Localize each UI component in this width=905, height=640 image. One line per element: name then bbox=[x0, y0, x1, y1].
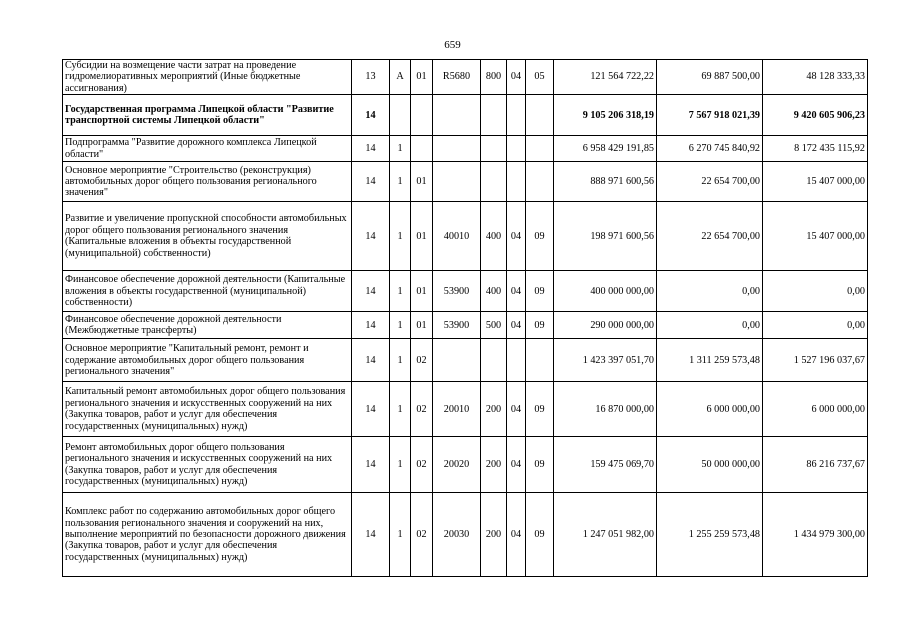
expense-type-code: 200 bbox=[481, 382, 507, 437]
amount-year-2: 0,00 bbox=[657, 271, 763, 312]
budget-table bbox=[62, 59, 868, 577]
main-activity-code: 01 bbox=[411, 162, 433, 202]
expense-type-code bbox=[481, 339, 507, 382]
table-row bbox=[63, 162, 868, 202]
main-activity-code: 02 bbox=[411, 493, 433, 577]
row-name: Субсидии на возмещение части затрат на проведение гидромелиоративных мероприятий (Иные бюджетные ассигнования) bbox=[63, 60, 352, 95]
direction-code: 53900 bbox=[433, 271, 481, 312]
direction-code: 20010 bbox=[433, 382, 481, 437]
amount-year-2: 69 887 500,00 bbox=[657, 60, 763, 95]
table-row bbox=[63, 382, 868, 437]
amount-year-2: 6 000 000,00 bbox=[657, 382, 763, 437]
direction-code bbox=[433, 95, 481, 136]
row-name: Подпрограмма "Развитие дорожного комплекса Липецкой области" bbox=[63, 136, 352, 162]
table-row bbox=[63, 312, 868, 339]
target-article-code: 14 bbox=[352, 382, 390, 437]
page-number: 659 bbox=[444, 39, 461, 51]
table-row bbox=[63, 95, 868, 136]
amount-year-1: 121 564 722,22 bbox=[554, 60, 657, 95]
amount-year-3: 1 527 196 037,67 bbox=[763, 339, 868, 382]
section-code: 04 bbox=[507, 437, 526, 493]
subprogram-code: 1 bbox=[390, 202, 411, 271]
amount-year-1: 9 105 206 318,19 bbox=[554, 95, 657, 136]
amount-year-1: 198 971 600,56 bbox=[554, 202, 657, 271]
amount-year-2: 50 000 000,00 bbox=[657, 437, 763, 493]
direction-code bbox=[433, 339, 481, 382]
main-activity-code bbox=[411, 95, 433, 136]
main-activity-code: 01 bbox=[411, 271, 433, 312]
expense-type-code bbox=[481, 162, 507, 202]
amount-year-3: 86 216 737,67 bbox=[763, 437, 868, 493]
table-body bbox=[63, 60, 868, 577]
amount-year-3: 0,00 bbox=[763, 271, 868, 312]
subprogram-code: А bbox=[390, 60, 411, 95]
expense-type-code: 500 bbox=[481, 312, 507, 339]
table-row bbox=[63, 60, 868, 95]
row-name: Ремонт автомобильных дорог общего пользования регионального значения и искусственных сооружений на них (Закупка товаров, работ и услуг для обеспечения государственных (муниципальных) нужд) bbox=[63, 437, 352, 493]
main-activity-code: 02 bbox=[411, 339, 433, 382]
main-activity-code: 01 bbox=[411, 60, 433, 95]
direction-code: R5680 bbox=[433, 60, 481, 95]
amount-year-3: 48 128 333,33 bbox=[763, 60, 868, 95]
subprogram-code: 1 bbox=[390, 271, 411, 312]
section-code bbox=[507, 339, 526, 382]
section-code bbox=[507, 162, 526, 202]
expense-type-code: 200 bbox=[481, 493, 507, 577]
amount-year-3: 9 420 605 906,23 bbox=[763, 95, 868, 136]
subsection-code: 05 bbox=[526, 60, 554, 95]
table-row bbox=[63, 136, 868, 162]
amount-year-1: 888 971 600,56 bbox=[554, 162, 657, 202]
table-row bbox=[63, 437, 868, 493]
amount-year-1: 400 000 000,00 bbox=[554, 271, 657, 312]
table-row bbox=[63, 493, 868, 577]
subsection-code: 09 bbox=[526, 202, 554, 271]
row-name: Финансовое обеспечение дорожной деятельности (Межбюджетные трансферты) bbox=[63, 312, 352, 339]
table-row bbox=[63, 271, 868, 312]
amount-year-1: 159 475 069,70 bbox=[554, 437, 657, 493]
direction-code: 20020 bbox=[433, 437, 481, 493]
main-activity-code: 02 bbox=[411, 437, 433, 493]
subsection-code bbox=[526, 136, 554, 162]
table-row bbox=[63, 339, 868, 382]
amount-year-2: 1 255 259 573,48 bbox=[657, 493, 763, 577]
table-row bbox=[63, 202, 868, 271]
main-activity-code: 01 bbox=[411, 312, 433, 339]
main-activity-code: 02 bbox=[411, 382, 433, 437]
subsection-code: 09 bbox=[526, 382, 554, 437]
main-activity-code bbox=[411, 136, 433, 162]
amount-year-1: 1 247 051 982,00 bbox=[554, 493, 657, 577]
amount-year-1: 290 000 000,00 bbox=[554, 312, 657, 339]
subsection-code: 09 bbox=[526, 437, 554, 493]
expense-type-code: 400 bbox=[481, 271, 507, 312]
direction-code bbox=[433, 136, 481, 162]
amount-year-2: 6 270 745 840,92 bbox=[657, 136, 763, 162]
target-article-code: 14 bbox=[352, 162, 390, 202]
subsection-code: 09 bbox=[526, 312, 554, 339]
direction-code: 20030 bbox=[433, 493, 481, 577]
target-article-code: 14 bbox=[352, 339, 390, 382]
expense-type-code: 200 bbox=[481, 437, 507, 493]
target-article-code: 14 bbox=[352, 312, 390, 339]
row-name: Финансовое обеспечение дорожной деятельности (Капитальные вложения в объекты государственной (муниципальной) собственности) bbox=[63, 271, 352, 312]
subsection-code bbox=[526, 339, 554, 382]
target-article-code: 14 bbox=[352, 493, 390, 577]
amount-year-3: 6 000 000,00 bbox=[763, 382, 868, 437]
row-name: Основное мероприятие "Строительство (реконструкция) автомобильных дорог общего пользования регионального значения" bbox=[63, 162, 352, 202]
section-code: 04 bbox=[507, 60, 526, 95]
section-code: 04 bbox=[507, 202, 526, 271]
amount-year-3: 15 407 000,00 bbox=[763, 202, 868, 271]
subprogram-code: 1 bbox=[390, 339, 411, 382]
direction-code: 40010 bbox=[433, 202, 481, 271]
direction-code bbox=[433, 162, 481, 202]
direction-code: 53900 bbox=[433, 312, 481, 339]
expense-type-code: 800 bbox=[481, 60, 507, 95]
amount-year-2: 1 311 259 573,48 bbox=[657, 339, 763, 382]
expense-type-code: 400 bbox=[481, 202, 507, 271]
subprogram-code: 1 bbox=[390, 382, 411, 437]
subprogram-code: 1 bbox=[390, 136, 411, 162]
subprogram-code: 1 bbox=[390, 162, 411, 202]
amount-year-2: 22 654 700,00 bbox=[657, 202, 763, 271]
subprogram-code: 1 bbox=[390, 493, 411, 577]
amount-year-2: 22 654 700,00 bbox=[657, 162, 763, 202]
target-article-code: 14 bbox=[352, 437, 390, 493]
main-activity-code: 01 bbox=[411, 202, 433, 271]
subsection-code bbox=[526, 95, 554, 136]
row-name: Государственная программа Липецкой области "Развитие транспортной системы Липецкой области" bbox=[63, 95, 352, 136]
target-article-code: 14 bbox=[352, 95, 390, 136]
amount-year-3: 1 434 979 300,00 bbox=[763, 493, 868, 577]
subsection-code bbox=[526, 162, 554, 202]
row-name: Капитальный ремонт автомобильных дорог общего пользования регионального значения и искусственных сооружений на них (Закупка товаров, работ и услуг для обеспечения государственных (муниципальных) нужд) bbox=[63, 382, 352, 437]
subsection-code: 09 bbox=[526, 271, 554, 312]
amount-year-2: 0,00 bbox=[657, 312, 763, 339]
section-code: 04 bbox=[507, 271, 526, 312]
section-code: 04 bbox=[507, 312, 526, 339]
section-code: 04 bbox=[507, 382, 526, 437]
amount-year-1: 6 958 429 191,85 bbox=[554, 136, 657, 162]
target-article-code: 13 bbox=[352, 60, 390, 95]
amount-year-3: 0,00 bbox=[763, 312, 868, 339]
target-article-code: 14 bbox=[352, 136, 390, 162]
target-article-code: 14 bbox=[352, 271, 390, 312]
amount-year-2: 7 567 918 021,39 bbox=[657, 95, 763, 136]
expense-type-code bbox=[481, 136, 507, 162]
row-name: Развитие и увеличение пропускной способности автомобильных дорог общего пользования регионального значения (Капитальные вложения в объекты государственной (муниципальной) собственности) bbox=[63, 202, 352, 271]
section-code: 04 bbox=[507, 493, 526, 577]
subprogram-code: 1 bbox=[390, 312, 411, 339]
expense-type-code bbox=[481, 95, 507, 136]
amount-year-1: 1 423 397 051,70 bbox=[554, 339, 657, 382]
amount-year-3: 8 172 435 115,92 bbox=[763, 136, 868, 162]
section-code bbox=[507, 95, 526, 136]
amount-year-3: 15 407 000,00 bbox=[763, 162, 868, 202]
subprogram-code bbox=[390, 95, 411, 136]
target-article-code: 14 bbox=[352, 202, 390, 271]
row-name: Основное мероприятие "Капитальный ремонт, ремонт и содержание автомобильных дорог общего пользования регионального значения" bbox=[63, 339, 352, 382]
row-name: Комплекс работ по содержанию автомобильных дорог общего пользования регионального значения и сооружений на них, выполнение мероприятий по безопасности дорожного движения (Закупка товаров, работ и услуг для обеспечения государственных (муниципальных) нужд) bbox=[63, 493, 352, 577]
amount-year-1: 16 870 000,00 bbox=[554, 382, 657, 437]
subsection-code: 09 bbox=[526, 493, 554, 577]
subprogram-code: 1 bbox=[390, 437, 411, 493]
section-code bbox=[507, 136, 526, 162]
